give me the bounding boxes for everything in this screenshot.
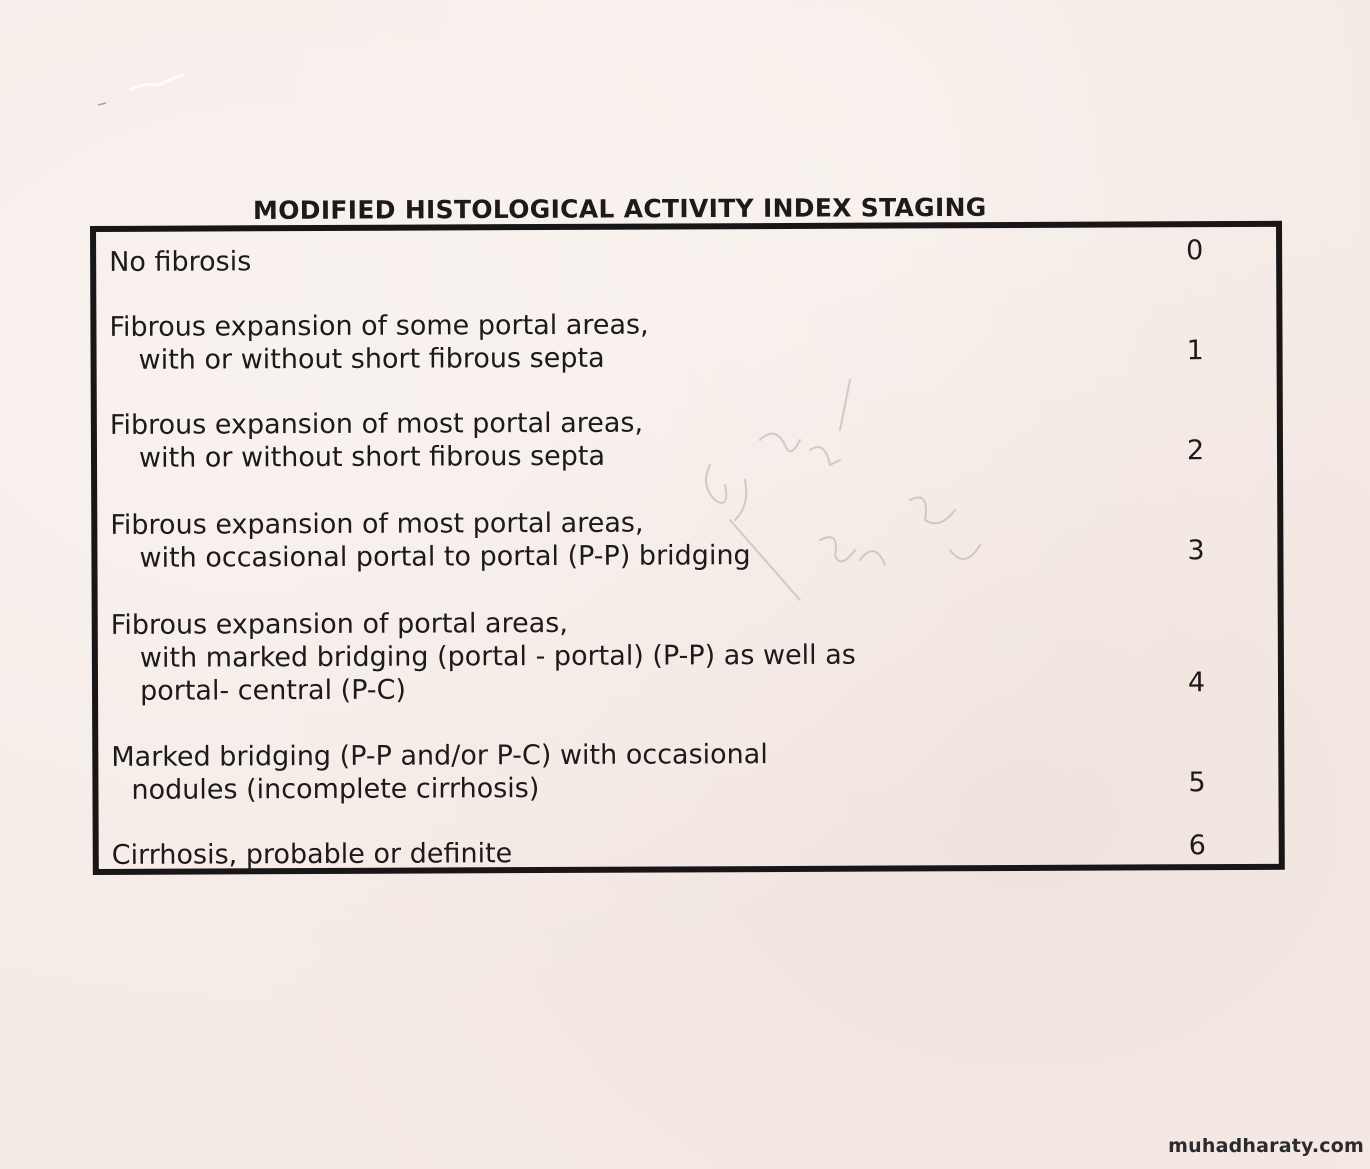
staging-table [90,221,1285,875]
stage-row-3 [110,504,1260,574]
stage-line: with or without short fibrous septa [138,342,605,376]
stage-row-1 [109,306,1259,376]
stage-score: 2 [1186,435,1205,467]
stage-line: Fibrous expansion of most portal areas, [110,507,644,541]
stage-score: 1 [1186,335,1204,367]
stage-score: 3 [1187,535,1205,567]
stage-description [111,738,768,807]
stage-row-0 [109,235,1259,278]
stage-row-6 [111,830,1262,871]
stage-row-4 [110,604,1261,707]
stage-description [110,407,643,475]
stage-line: Fibrous expansion of some portal areas, [109,309,649,343]
stage-line: with occasional portal to portal (P-P) bridging [139,540,751,574]
stage-line: with or without short fibrous septa [138,440,606,474]
stage-line: nodules (incomplete cirrhosis) [131,773,540,806]
stage-score: 6 [1188,830,1206,862]
stage-line: Fibrous expansion of portal areas, [110,607,568,641]
stage-line: Fibrous expansion of most portal areas, [109,407,644,441]
stage-description [109,245,251,279]
stage-score: 0 [1186,235,1204,267]
paper-crease [90,60,210,120]
stage-description [110,506,751,575]
stage-line: No fibrosis [109,246,252,278]
site-watermark: muhadharaty.com [1168,1135,1364,1157]
stage-line: portal- central (P-C) [139,674,407,707]
page-title: MODIFIED HISTOLOGICAL ACTIVITY INDEX STAGING [252,192,987,225]
stage-description [111,606,856,708]
stage-line: Marked bridging (P-P and/or P-C) with occasional [111,739,768,773]
stage-description [109,309,649,377]
stage-line: with marked bridging (portal - portal) (P-P) as well as [139,639,856,674]
stage-row-2 [109,404,1260,474]
stage-line: Cirrhosis, probable or definite [111,838,513,871]
stage-score: 5 [1188,767,1206,799]
stage-score: 4 [1187,667,1206,699]
stage-row-5 [111,736,1261,806]
stage-description [112,837,513,872]
